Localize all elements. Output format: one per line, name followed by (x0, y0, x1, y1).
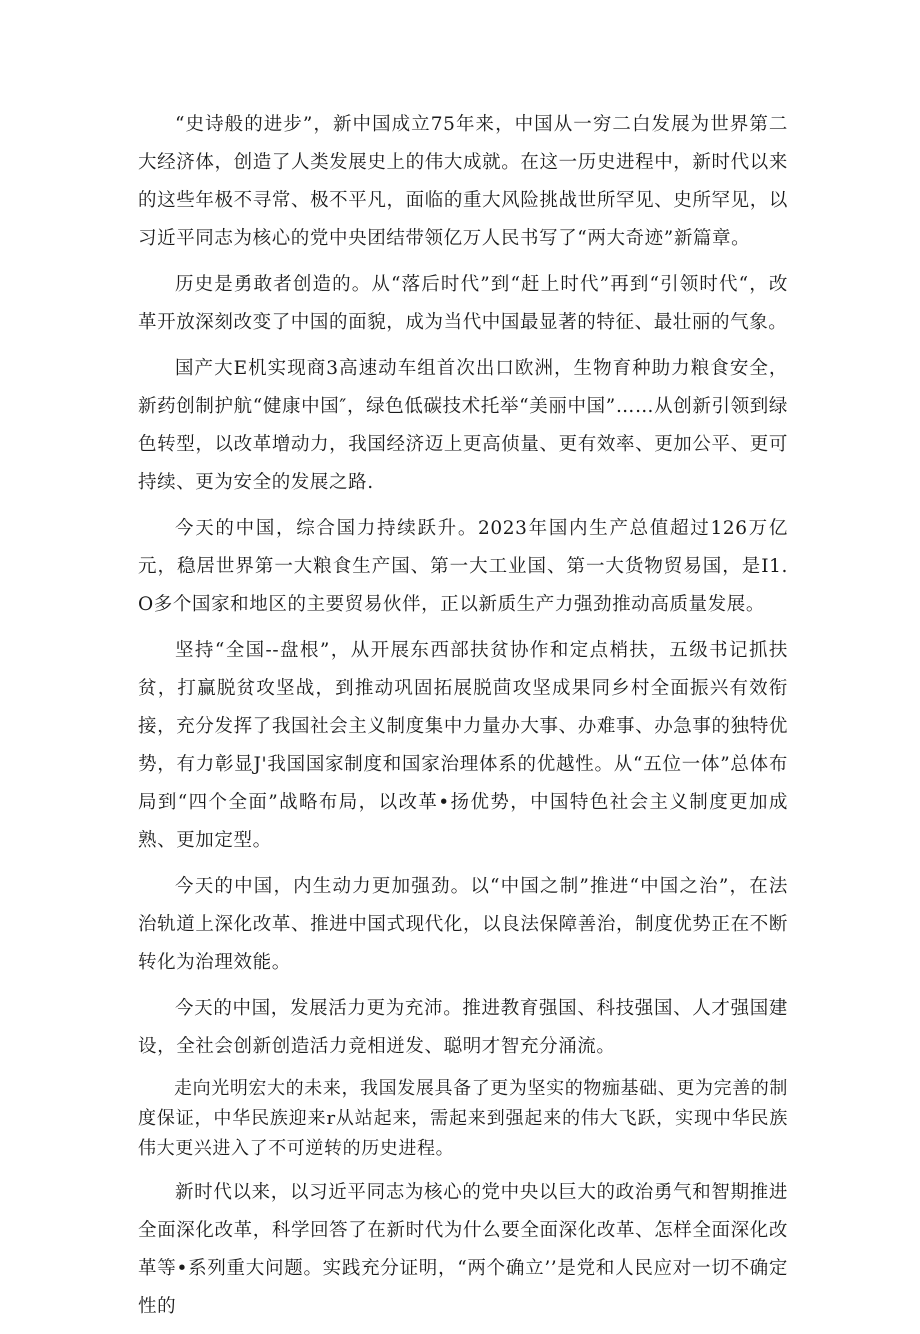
paragraph-9: 新时代以来，以习近平同志为核心的党中央以巨大的政治勇气和智期推进全面深化改革，科学回答了在新时代为什么要全面深化改革、怎样全面深化改革等•系列重大问题。实践充分证明，“两个确立’’是党和人民应对一切不确定性的 (138, 1182, 788, 1317)
article-body (138, 106, 788, 1334)
paragraph-7: 今天的中国，发展活力更为充沛。推进教育强国、科技强国、人才强国建设，全社会创新创造活力竞相迸发、聪明才智充分涌流。 (138, 998, 788, 1057)
paragraph-4: 今天的中国，综合国力持续跃升。2023年国内生产总值超过126万亿元，稳居世界第一大粮食生产国、第一大工业国、第一大货物贸易国，是I1.O多个国家和地区的主要贸易伙伴，正以新质生产力强劲推动高质量发展。 (138, 518, 788, 615)
paragraph-3: 国产大E机实现商3高速动车组首次出口欧洲，生物育种助力粮食安全，新药创制护航“健康中国″，绿色低碳技术托举“美丽中国”……从创新引领到绿色转型，以改革增动力，我国经济迈上更高侦量、更有效率、更加公平、更可持续、更为安全的发展之路. (138, 358, 788, 493)
paragraph-6: 今天的中国，内生动力更加强劲。以“中国之制”推进“中国之治”，在法治轨道上深化改革、推进中国式现代化，以良法保障善治，制度优势正在不断转化为治理效能。 (138, 876, 788, 973)
paragraph-1: “史诗般的进步”，新中国成立75年来，中国从一穷二白发展为世界第二大经济体，创造了人类发展史上的伟大成就。在这一历史进程中，新时代以来的这些年极不寻常、极不平凡，面临的重大风险挑战世所罕见、史所罕见，以习近平同志为核心的党中央团结带领亿万人民书写了“两大奇迹”新篇章。 (138, 114, 788, 249)
paragraph-5: 坚持“全国--盘根”，从开展东西部扶贫协作和定点梢扶，五级书记抓扶贫，打赢脱贫攻坚战，到推动巩固拓展脱茴攻坚成果同乡村全面振兴有效衔接，充分发挥了我国社会主义制度集中力量办大事、办难事、办急事的独特优势，有力彰显J'我国国家制度和国家治理体系的优越性。从“五位一体”总体布局到“四个全面”战略布局，以改革•扬优势，中国特色社会主义制度更加成熟、更加定型。 (138, 640, 788, 851)
paragraph-2: 历史是勇敢者创造的。从“落后时代”到“赶上时代”再到“引领时代“，改革开放深刻改变了中国的面貌，成为当代中国最显著的特征、最壮丽的气象。 (138, 274, 788, 333)
paragraph-8: 走向光明宏大的未来，我国发展具备了更为坚实的物痂基础、更为完善的制度保证，中华民族迎来r从站起来，需起来到强起来的伟大飞跃，实现中华民族伟大更兴进入了不可逆转的历史进程。 (138, 1078, 788, 1159)
